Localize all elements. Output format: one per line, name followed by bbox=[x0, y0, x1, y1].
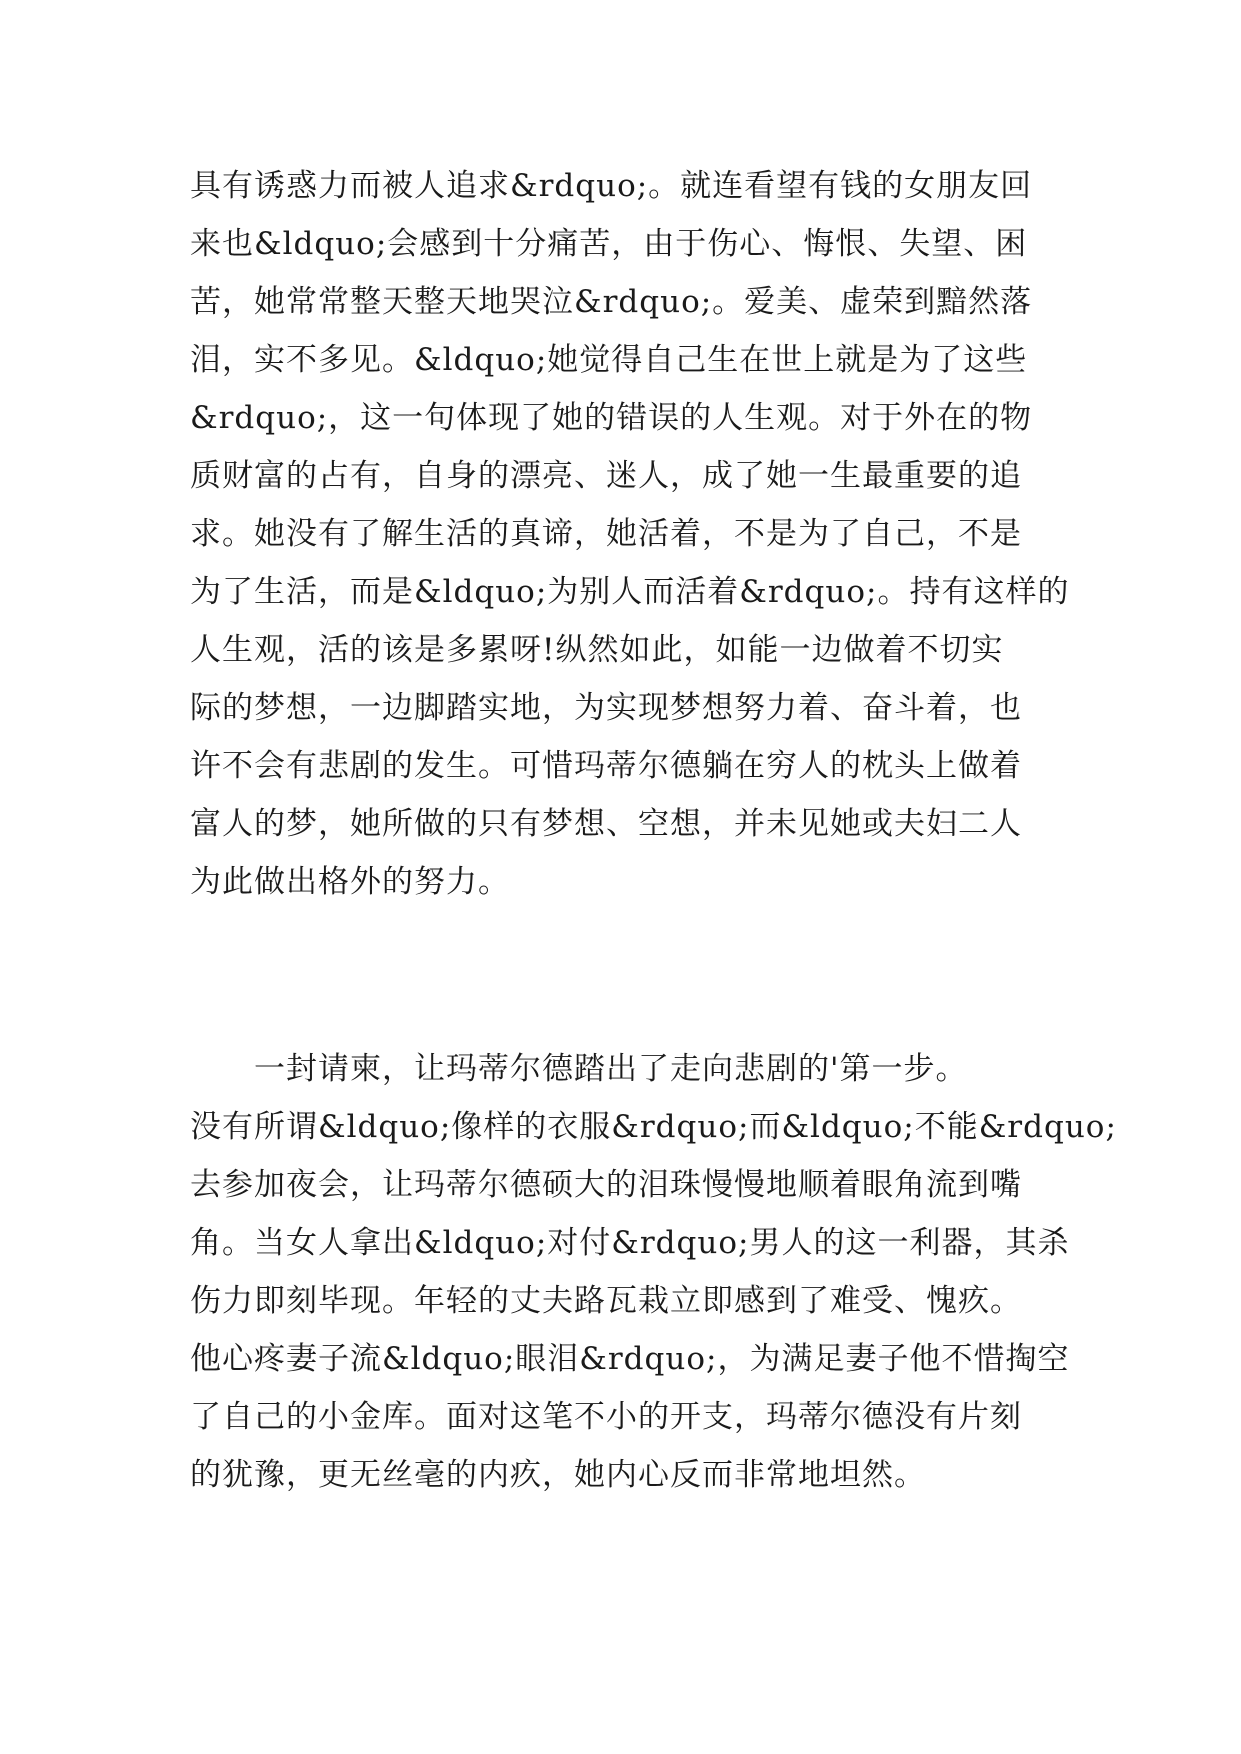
text-line: 角。当女人拿出&ldquo;对付&rdquo;男人的这一利器，其杀 bbox=[190, 1225, 1070, 1261]
text-line: 去参加夜会，让玛蒂尔德硕大的泪珠慢慢地顺着眼角流到嘴 bbox=[190, 1167, 1022, 1203]
text-line: 际的梦想，一边脚踏实地，为实现梦想努力着、奋斗着，也 bbox=[190, 690, 1022, 726]
text-line: 质财富的占有，自身的漂亮、迷人，成了她一生最重要的追 bbox=[190, 458, 1022, 494]
text-line: 他心疼妻子流&ldquo;眼泪&rdquo;，为满足妻子他不惜掏空 bbox=[190, 1341, 1070, 1377]
text-line: 许不会有悲剧的发生。可惜玛蒂尔德躺在穷人的枕头上做着 bbox=[190, 748, 1022, 784]
text-line: 富人的梦，她所做的只有梦想、空想，并未见她或夫妇二人 bbox=[190, 806, 1022, 842]
text-line: 人生观，活的该是多累呀!纵然如此，如能一边做着不切实 bbox=[190, 632, 1004, 668]
text-line: 苦，她常常整天整天地哭泣&rdquo;。爱美、虚荣到黯然落 bbox=[190, 284, 1033, 320]
text-line: 泪，实不多见。&ldquo;她觉得自己生在世上就是为了这些 bbox=[190, 342, 1028, 378]
text-line: &rdquo;，这一句体现了她的错误的人生观。对于外在的物 bbox=[190, 400, 1033, 436]
text-line: 没有所谓&ldquo;像样的衣服&rdquo;而&ldquo;不能&rdquo; bbox=[190, 1109, 1117, 1145]
text-line: 为此做出格外的努力。 bbox=[190, 864, 510, 900]
text-line: 求。她没有了解生活的真谛，她活着，不是为了自己，不是 bbox=[190, 516, 1022, 552]
paragraph-2 bbox=[190, 1040, 1117, 1504]
text-line: 伤力即刻毕现。年轻的丈夫路瓦栽立即感到了难受、愧疚。 bbox=[190, 1283, 1022, 1319]
paragraph-1 bbox=[190, 157, 1090, 911]
text-line: 了自己的小金库。面对这笔不小的开支，玛蒂尔德没有片刻 bbox=[190, 1399, 1022, 1435]
text-line: 的犹豫，更无丝毫的内疚，她内心反而非常地坦然。 bbox=[190, 1457, 926, 1493]
text-line: 来也&ldquo;会感到十分痛苦，由于伤心、悔恨、失望、困 bbox=[190, 226, 1028, 262]
text-line: 一封请柬，让玛蒂尔德踏出了走向悲剧的'第一步。 bbox=[190, 1051, 968, 1087]
text-line: 为了生活，而是&ldquo;为别人而活着&rdquo;。持有这样的 bbox=[190, 574, 1070, 610]
text-line: 具有诱惑力而被人追求&rdquo;。就连看望有钱的女朋友回 bbox=[190, 168, 1033, 204]
